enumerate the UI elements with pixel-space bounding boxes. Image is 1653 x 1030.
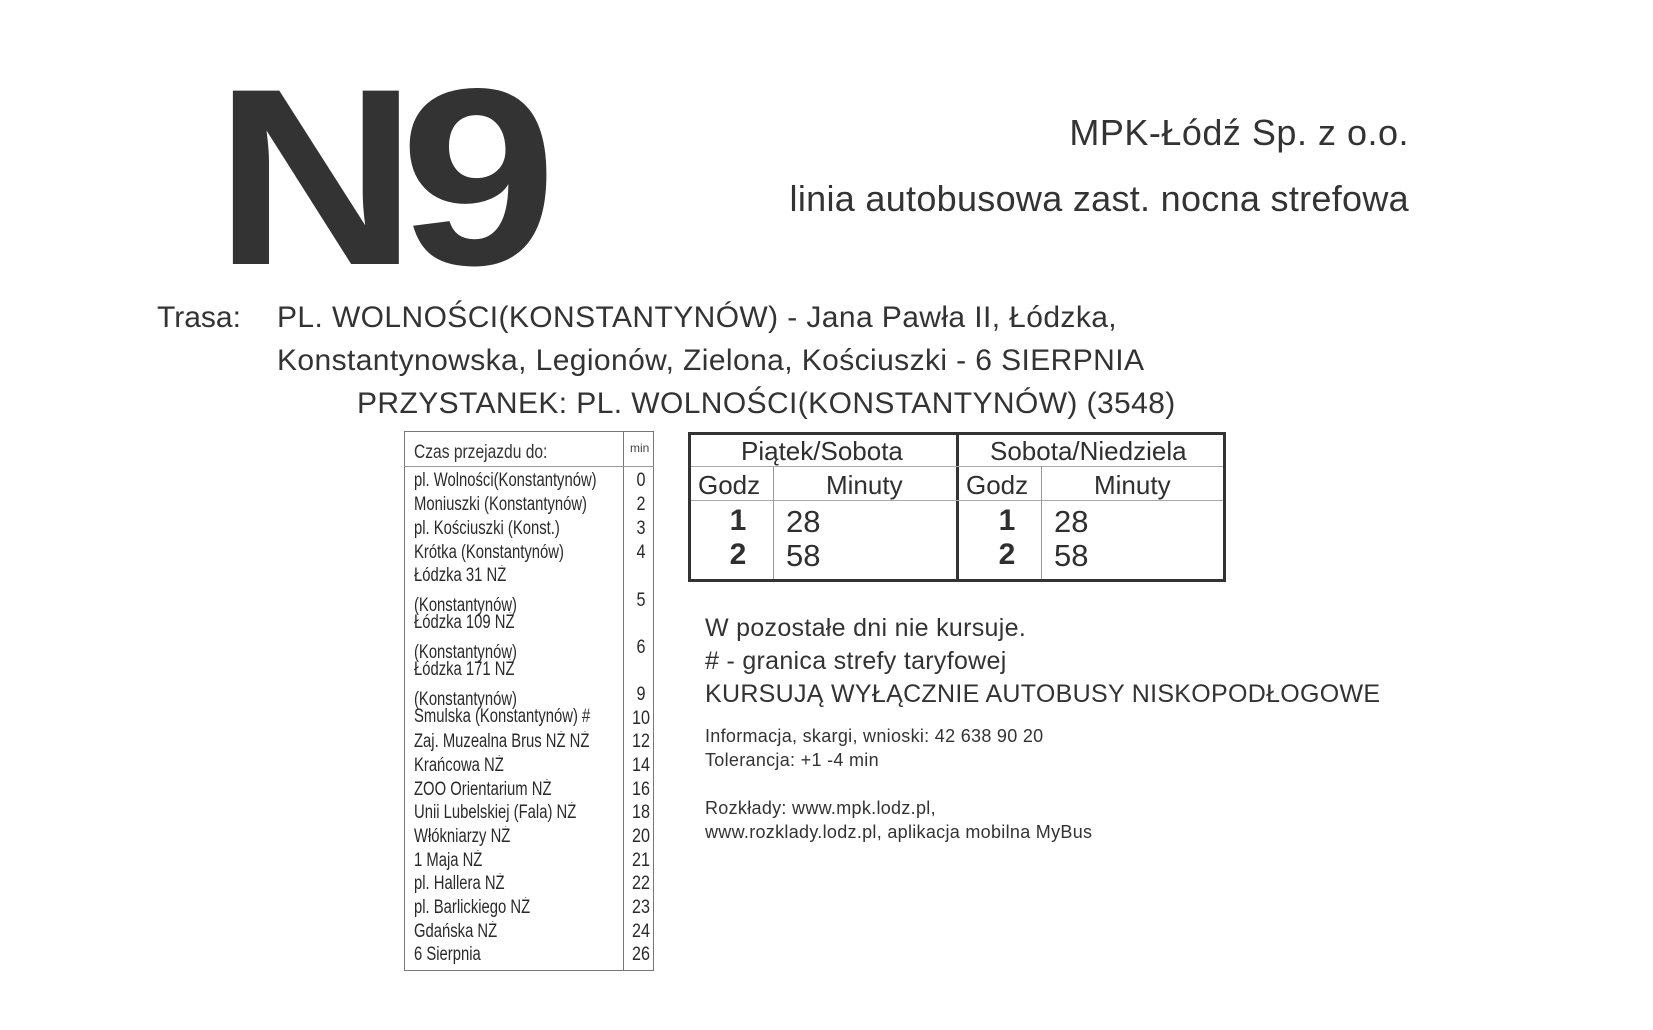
departures-hour-divider [773,467,774,579]
departure-minutes: 58 [786,538,821,573]
travel-stop-name: Krótka (Konstantynów) [414,542,564,563]
departure-hour: 2 [998,538,1016,571]
tolerance-info: Tolerancja: +1 -4 min [705,750,879,770]
departures-col2-minutes-header: Minuty [1094,470,1171,500]
travel-stop-min: 4 [636,542,646,563]
route-label: Trasa: [157,301,241,334]
travel-stop-name: pl. Kościuszki (Konst.) [414,518,560,539]
travel-stop-name: Włókniarzy NŻ [414,826,511,847]
stop-name: PRZYSTANEK: PL. WOLNOŚCI(KONSTANTYNÓW) (3548) [357,387,1176,420]
travel-stop-name: Łódzka 171 NŻ [414,659,515,680]
travel-time-min-header: min [630,441,650,455]
travel-stop-name: Łódzka 109 NŻ [414,612,515,633]
departures-col2-hour-header: Godz [966,470,1029,500]
travel-stop-name: Gdańska NŻ [414,921,498,942]
departure-minutes: 28 [786,504,821,539]
travel-stop-name: (Konstantynów) [414,595,517,616]
travel-stop-name: pl. Barlickiego NŻ [414,897,531,918]
travel-stop-name: Łódzka 31 NŻ [414,565,507,586]
travel-stop-min: 12 [632,731,650,752]
departure-hour: 1 [729,504,747,537]
travel-stop-name: Unii Lubelskiej (Fala) NŻ [414,802,577,823]
zone-note: # - granica strefy taryfowej [705,647,1007,675]
travel-stop-min: 14 [632,755,650,776]
travel-stop-name: (Konstantynów) [414,689,517,710]
travel-stop-min: 23 [632,897,650,918]
route-line-1: PL. WOLNOŚCI(KONSTANTYNÓW) - Jana Pawła II, Łódzka, [277,301,1118,334]
travel-stop-min: 0 [636,470,646,491]
travel-stop-name: ZOO Orientarium NŻ [414,779,552,800]
departure-minutes: 28 [1054,504,1089,539]
travel-stop-name: Zaj. Muzealna Brus NŻ NŻ [414,731,590,752]
schedules-info-1: Rozkłady: www.mpk.lodz.pl, [705,798,936,818]
travel-stop-min: 6 [636,637,646,658]
travel-stop-min: 26 [632,944,650,965]
no-service-note: W pozostałe dni nie kursuje. [705,614,1027,642]
travel-stop-min: 21 [632,850,650,871]
travel-stop-name: pl. Hallera NŻ [414,873,505,894]
departures-col2-title: Sobota/Niedziela [990,436,1187,466]
travel-stop-min: 22 [632,873,650,894]
travel-time-header: Czas przejazdu do: [414,442,548,463]
travel-stop-min: 24 [632,921,650,942]
travel-stop-min: 9 [636,684,646,705]
travel-stop-min: 16 [632,779,650,800]
travel-time-header-rule [404,466,654,467]
travel-stop-name: 1 Maja NŻ [414,850,483,871]
departures-column-divider [956,432,959,582]
company-name: MPK-Łódź Sp. z o.o. [1069,112,1409,153]
travel-stop-name: Smulska (Konstantynów) # [414,706,591,727]
schedules-info-2: www.rozklady.lodz.pl, aplikacja mobilna MyBus [705,822,1093,842]
travel-stop-name: (Konstantynów) [414,642,517,663]
travel-stop-min: 20 [632,826,650,847]
departures-col1-title: Piątek/Sobota [741,436,903,466]
low-floor-note: KURSUJĄ WYŁĄCZNIE AUTOBUSY NISKOPODŁOGOWE [705,680,1381,708]
travel-stop-min: 18 [632,802,650,823]
departures-col1-minutes-header: Minuty [826,470,903,500]
travel-stop-min: 10 [632,708,650,729]
travel-stop-name: Krańcowa NŻ [414,755,504,776]
travel-stop-min: 2 [636,494,646,515]
departure-hour: 1 [998,504,1016,537]
travel-stop-name: 6 Sierpnia [414,944,481,965]
travel-stop-min: 5 [636,590,646,611]
line-number: N9 [214,37,539,318]
travel-stop-min: 3 [636,518,646,539]
departures-col1-hour-header: Godz [698,470,761,500]
departure-hour: 2 [729,538,747,571]
line-type: linia autobusowa zast. nocna strefowa [789,178,1409,219]
contact-info: Informacja, skargi, wnioski: 42 638 90 20 [705,726,1044,746]
route-line-2: Konstantynowska, Legionów, Zielona, Kościuszki - 6 SIERPNIA [277,344,1145,377]
travel-time-divider [623,431,624,971]
departure-minutes: 58 [1054,538,1089,573]
travel-stop-name: Moniuszki (Konstantynów) [414,494,587,515]
travel-stop-name: pl. Wolności(Konstantynów) [414,470,597,491]
departures-hour-divider [1041,467,1042,579]
